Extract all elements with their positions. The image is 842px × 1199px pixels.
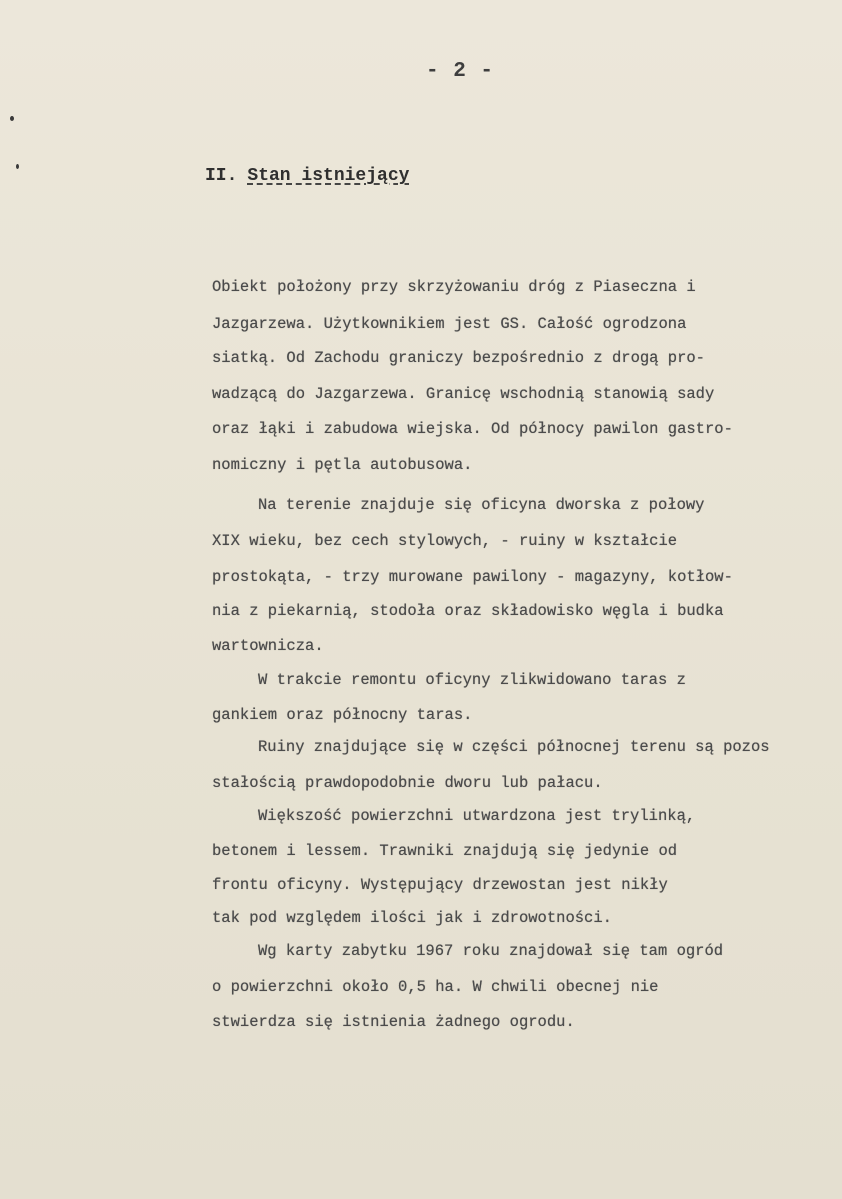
body-line: betonem i lessem. Trawniki znajdują się jedynie od: [212, 842, 678, 860]
page-number: - 2 -: [426, 60, 495, 83]
body-line: stwierdza się istnienia żadnego ogrodu.: [212, 1013, 575, 1031]
body-line: stałością prawdopodobnie dworu lub pałacu.: [212, 774, 603, 792]
body-line: Większość powierzchni utwardzona jest trylinką,: [258, 807, 696, 825]
body-line: o powierzchni około 0,5 ha. W chwili obecnej nie: [212, 978, 659, 996]
margin-speck: [10, 116, 14, 121]
body-line: XIX wieku, bez cech stylowych, - ruiny w kształcie: [212, 532, 678, 550]
body-line: nia z piekarnią, stodoła oraz składowisko węgla i budka: [212, 602, 724, 620]
body-line: frontu oficyny. Występujący drzewostan jest nikły: [212, 876, 668, 894]
body-line: Obiekt położony przy skrzyżowaniu dróg z Piaseczna i: [212, 278, 696, 296]
body-line: tak pod względem ilości jak i zdrowotności.: [212, 909, 612, 927]
body-line: W trakcie remontu oficyny zlikwidowano taras z: [258, 671, 686, 689]
section-title: Stan istniejący: [247, 166, 410, 186]
body-line: wadzącą do Jazgarzewa. Granicę wschodnią stanowią sady: [212, 385, 715, 403]
margin-speck: [16, 164, 19, 169]
body-line: gankiem oraz północny taras.: [212, 706, 473, 724]
body-line: oraz łąki i zabudowa wiejska. Od północy pawilon gastro-: [212, 420, 733, 438]
body-line: Wg karty zabytku 1967 roku znajdował się tam ogród: [258, 942, 724, 960]
body-line: Na terenie znajduje się oficyna dworska z połowy: [258, 496, 705, 514]
body-line: Jazgarzewa. Użytkownikiem jest GS. Całość ogrodzona: [212, 315, 687, 333]
body-line: prostokąta, - trzy murowane pawilony - magazyny, kotłow-: [212, 568, 733, 586]
section-heading: [205, 166, 409, 186]
body-line: Ruiny znajdujące się w części północnej terenu są pozos: [258, 738, 770, 756]
body-line: wartownicza.: [212, 637, 324, 655]
section-number: II.: [205, 166, 238, 186]
body-line: siatką. Od Zachodu graniczy bezpośrednio z drogą pro-: [212, 349, 705, 367]
body-line: nomiczny i pętla autobusowa.: [212, 456, 473, 474]
